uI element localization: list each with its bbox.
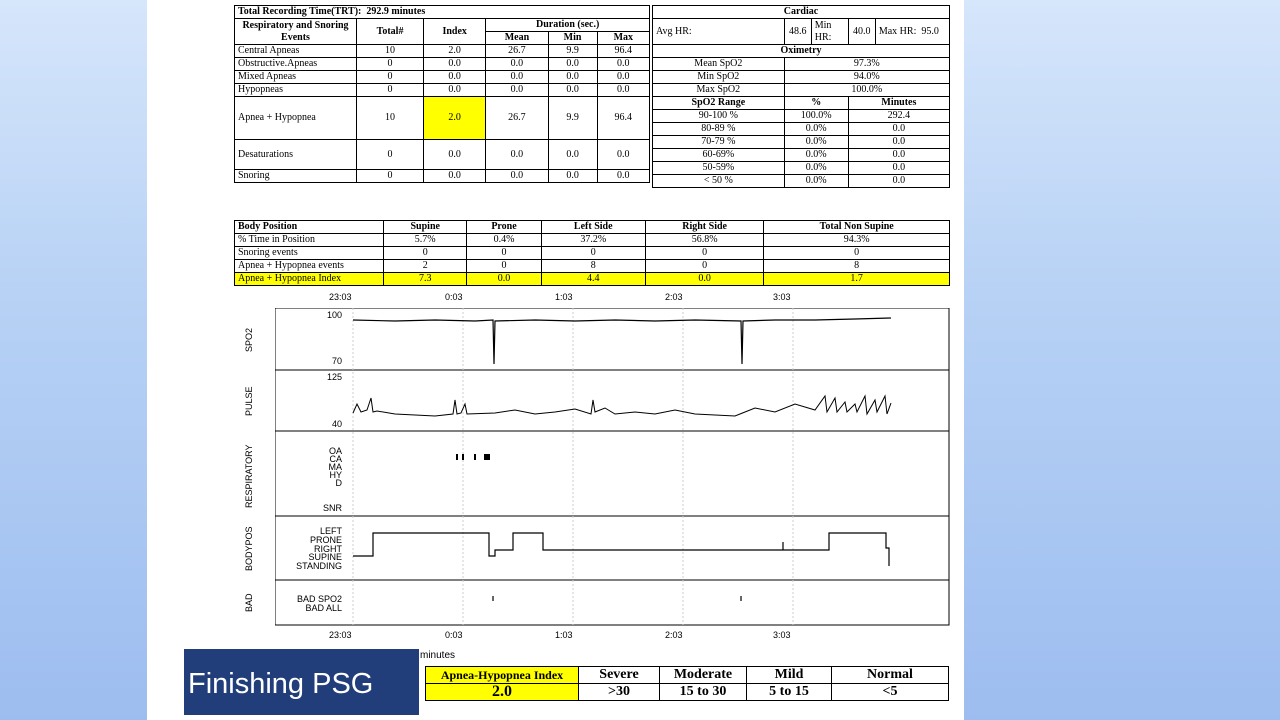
events-header: Respiratory and Snoring Events: [235, 19, 357, 45]
svg-text:125: 125: [326, 372, 342, 382]
table-row: Apnea + Hypopnea Index 7.3 0.0 4.4 0.0 1.7: [235, 273, 950, 286]
table-row: % Time in Position 5.7% 0.4% 37.2% 56.8% 94.3%: [235, 234, 950, 247]
svg-text:70: 70: [331, 356, 342, 366]
table-row: Snoring 0 0.0 0.0 0.0 0.0: [235, 170, 650, 183]
panel-label-bad: BAD: [244, 593, 254, 612]
time-tick-bottom: 1:03: [555, 630, 573, 640]
panel-label-spo2: SPO2: [244, 327, 254, 352]
table-row: 80-89 % 0.0% 0.0: [653, 123, 950, 136]
svg-text:100: 100: [326, 310, 342, 320]
svg-text:HY: HY: [329, 470, 342, 480]
svg-text:BAD SPO2: BAD SPO2: [296, 594, 342, 604]
panel-label-pulse: PULSE: [244, 386, 254, 416]
time-tick-top: 23:03: [329, 292, 352, 302]
table-row: 50-59% 0.0% 0.0: [653, 162, 950, 175]
table-row: Snoring events 0 0 0 0 0: [235, 247, 950, 260]
svg-text:CA: CA: [329, 454, 342, 464]
bodypos-trace: [353, 533, 889, 566]
panel-label-respiratory: RESPIRATORY: [244, 444, 254, 508]
table-row: Hypopneas 0 0.0 0.0 0.0 0.0: [235, 84, 650, 97]
time-tick-bottom: 0:03: [445, 630, 463, 640]
respiratory-events: [456, 454, 490, 460]
svg-text:PRONE: PRONE: [309, 535, 342, 545]
total-header: Total#: [357, 19, 424, 45]
svg-text:40: 40: [331, 419, 342, 429]
oximetry-title: Oximetry: [653, 45, 950, 58]
table-row: < 50 % 0.0% 0.0: [653, 175, 950, 188]
svg-text:D: D: [335, 478, 342, 488]
time-tick-top: 2:03: [665, 292, 683, 302]
table-row: Central Apneas 10 2.0 26.7 9.9 96.4: [235, 45, 650, 58]
slide-title: Finishing PSG: [184, 649, 419, 715]
minutes-label: minutes: [420, 650, 456, 661]
table-row: 60-69% 0.0% 0.0: [653, 149, 950, 162]
spo2-trace: [353, 318, 891, 364]
cardiac-oximetry-table: Cardiac Avg HR: 48.6 Min HR: 40.0 Max HR: 95.0 Oximetry Mean SpO2 97.3% Min SpO2 94.0% Max SpO2 100.0% SpO2 Range % Minutes 90-100 % 100.0% 292.4 80-89 % 0.0% 0.0 70-79 % 0.0% 0.0 60-69% 0.0% 0.0 50-59% 0.0% 0.0 < 50 % 0.0% 0.0: [652, 5, 950, 188]
panel-label-bodypos: BODYPOS: [244, 526, 254, 571]
trt-cell: Total Recording Time(TRT): 292.9 minutes: [235, 6, 650, 19]
index-header: Index: [424, 19, 486, 45]
time-gridlines: [353, 308, 793, 625]
time-tick-top: 0:03: [445, 292, 463, 302]
psg-signal-chart: [275, 308, 950, 626]
table-row: Desaturations 0 0.0 0.0 0.0 0.0: [235, 140, 650, 170]
time-tick-top: 1:03: [555, 292, 573, 302]
max-hr-cell: Max HR: 95.0: [875, 19, 949, 45]
svg-text:RIGHT: RIGHT: [314, 544, 342, 554]
min-header: Min: [548, 32, 597, 45]
bad-markers: [493, 596, 741, 601]
table-row: 70-79 % 0.0% 0.0: [653, 136, 950, 149]
svg-text:SUPINE: SUPINE: [308, 552, 342, 562]
mean-header: Mean: [486, 32, 548, 45]
time-tick-bottom: 23:03: [329, 630, 352, 640]
time-tick-bottom: 2:03: [665, 630, 683, 640]
respiratory-events-table: [234, 5, 650, 183]
svg-text:STANDING: STANDING: [296, 561, 342, 571]
svg-text:MA: MA: [328, 462, 342, 472]
svg-text:SNR: SNR: [322, 503, 342, 513]
svg-text:LEFT: LEFT: [319, 526, 342, 536]
report-page: [147, 0, 964, 720]
pulse-trace: [353, 396, 891, 416]
table-row: Apnea + Hypopnea events 2 0 8 0 8: [235, 260, 950, 273]
ahi-label: Apnea-Hypopnea Index: [426, 667, 579, 684]
severity-table: Apnea-Hypopnea Index Severe Moderate Mild Normal 2.0 >30 15 to 30 5 to 15 <5: [425, 666, 949, 701]
table-row: Apnea + Hypopnea 10 2.0 26.7 9.9 96.4: [235, 97, 650, 140]
table-row: Mixed Apneas 0 0.0 0.0 0.0 0.0: [235, 71, 650, 84]
table-row: Obstructive.Apneas 0 0.0 0.0 0.0 0.0: [235, 58, 650, 71]
duration-header: Duration (sec.): [486, 19, 650, 32]
table-row: 90-100 % 100.0% 292.4: [653, 110, 950, 123]
ahi-value: 2.0: [426, 684, 579, 701]
y-tick-labels: [296, 310, 342, 613]
body-position-table: Body Position Supine Prone Left Side Right Side Total Non Supine % Time in Position 5.7% 0.4% 37.2% 56.8% 94.3% Snoring events 0 0 0 0 0 Apnea + Hypopnea events 2 0 8 0 8 Apnea + Hypopnea Index 7.3 0.0 4.4 0.0 1.7: [234, 220, 950, 286]
svg-text:OA: OA: [328, 446, 342, 456]
ahi-highlight-cell: 2.0: [424, 97, 486, 140]
cardiac-title: Cardiac: [653, 6, 950, 19]
svg-text:BAD ALL: BAD ALL: [305, 603, 342, 613]
time-tick-top: 3:03: [773, 292, 791, 302]
time-tick-bottom: 3:03: [773, 630, 791, 640]
max-header: Max: [597, 32, 649, 45]
